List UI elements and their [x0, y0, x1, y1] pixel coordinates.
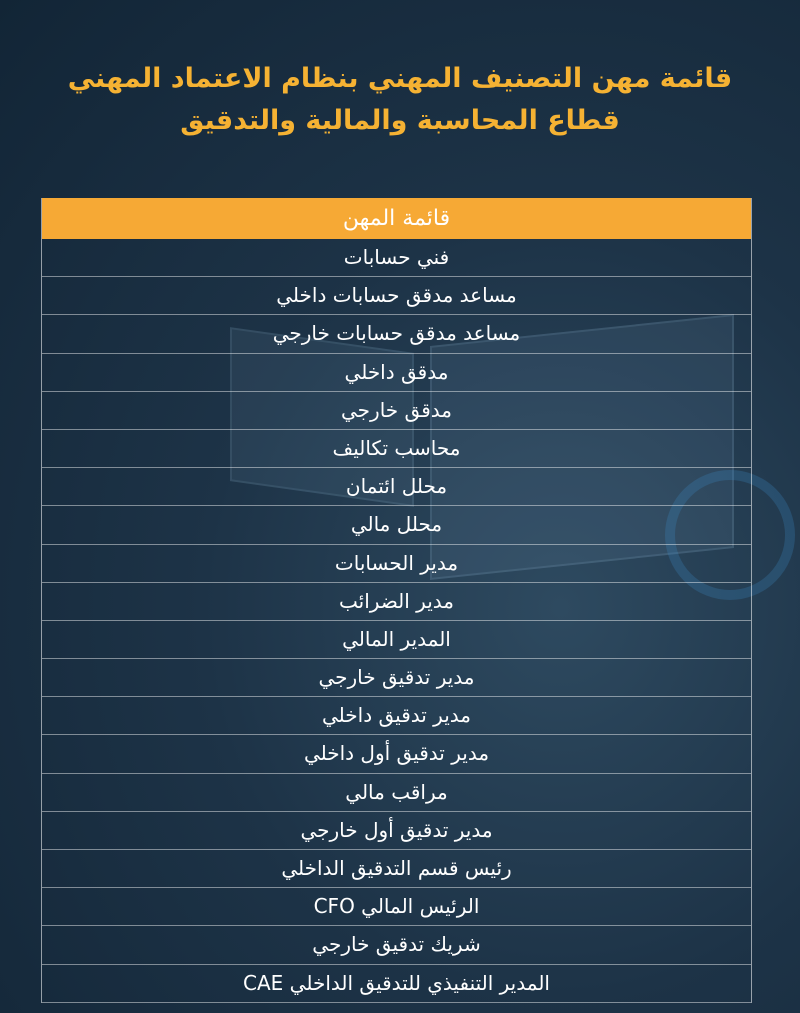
- table-row: مدير تدقيق أول خارجي: [42, 812, 751, 850]
- table-row: المدير التنفيذي للتدقيق الداخلي CAE: [42, 965, 751, 1003]
- title-line-2: قطاع المحاسبة والمالية والتدقيق: [180, 105, 620, 136]
- professions-table: [41, 198, 752, 1003]
- table-row: الرئيس المالي CFO: [42, 888, 751, 926]
- table-body: [42, 239, 751, 1003]
- table-row: محلل مالي: [42, 506, 751, 544]
- table-row: مدير تدقيق خارجي: [42, 659, 751, 697]
- table-header: قائمة المهن: [42, 198, 751, 239]
- table-row: رئيس قسم التدقيق الداخلي: [42, 850, 751, 888]
- table-row: مدير الضرائب: [42, 583, 751, 621]
- table-row: مراقب مالي: [42, 774, 751, 812]
- table-row: شريك تدقيق خارجي: [42, 926, 751, 964]
- table-row: مدقق خارجي: [42, 392, 751, 430]
- table-row: مدير تدقيق داخلي: [42, 697, 751, 735]
- table-row: مدقق داخلي: [42, 354, 751, 392]
- table-row: المدير المالي: [42, 621, 751, 659]
- table-row: مساعد مدقق حسابات خارجي: [42, 315, 751, 353]
- page-title: [0, 58, 800, 142]
- table-row: مدير الحسابات: [42, 545, 751, 583]
- table-row: مساعد مدقق حسابات داخلي: [42, 277, 751, 315]
- table-row: محاسب تكاليف: [42, 430, 751, 468]
- table-row: فني حسابات: [42, 239, 751, 277]
- title-line-1: قائمة مهن التصنيف المهني بنظام الاعتماد المهني: [67, 63, 733, 94]
- table-row: محلل ائتمان: [42, 468, 751, 506]
- table-row: مدير تدقيق أول داخلي: [42, 735, 751, 773]
